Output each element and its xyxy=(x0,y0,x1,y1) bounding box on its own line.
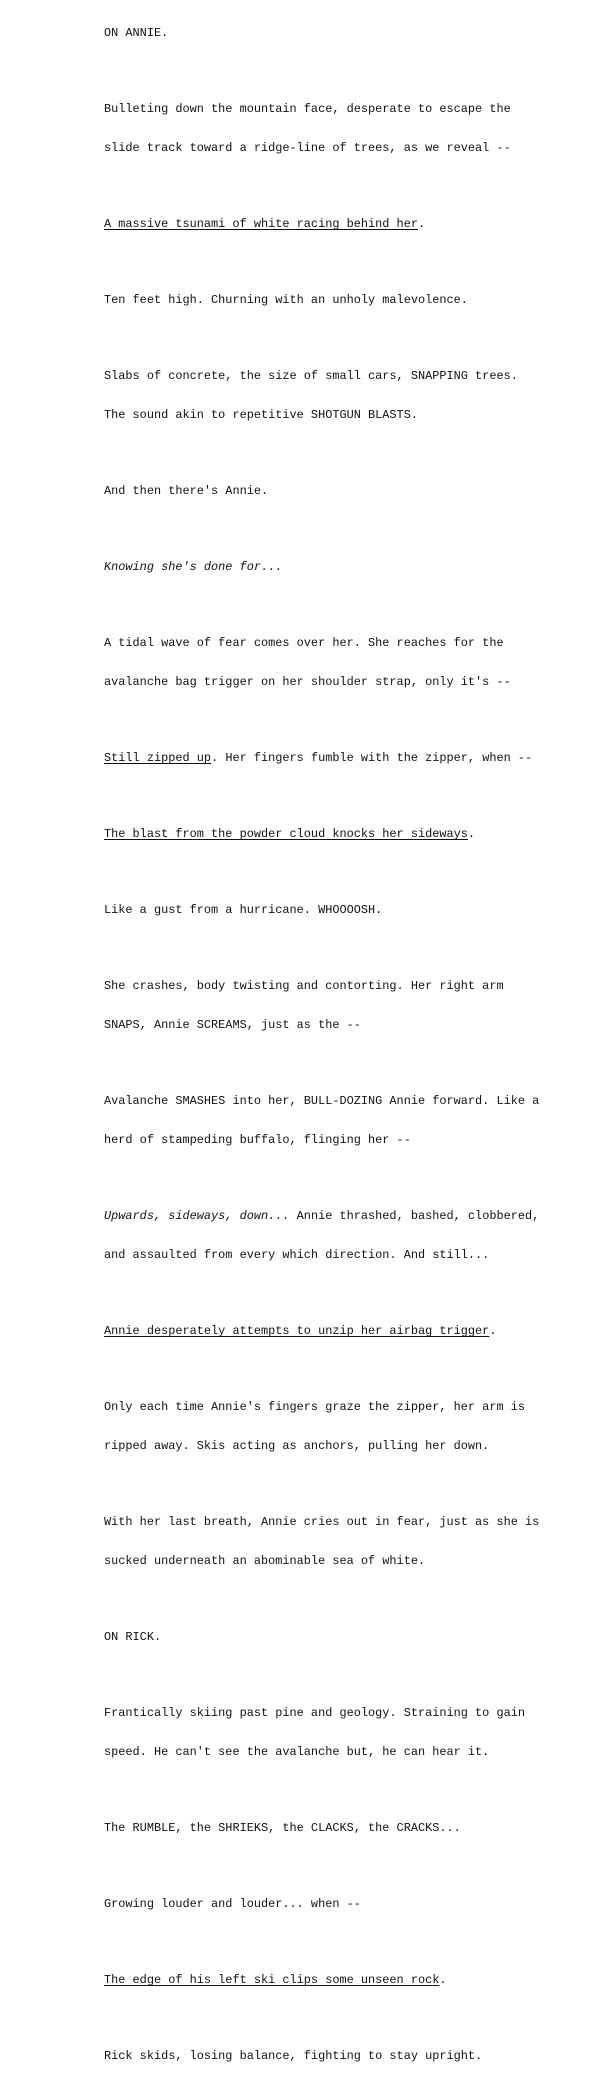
action-paragraph xyxy=(104,2024,584,2089)
script-line: Bulleting down the mountain face, desperate to escape the xyxy=(104,102,511,116)
action-paragraph xyxy=(104,77,584,181)
line-tail: . xyxy=(417,217,426,231)
script-line: With her last breath, Annie cries out in fear, just as she is xyxy=(104,1515,540,1529)
underlined-action xyxy=(104,726,584,791)
script-line: ON RICK. xyxy=(104,1630,162,1644)
action-paragraph xyxy=(104,1796,584,1861)
action-paragraph xyxy=(104,1069,584,1173)
script-line: Like a gust from a hurricane. WHOOOOSH. xyxy=(104,903,383,917)
script-line: and assaulted from every which direction. And still... xyxy=(104,1248,490,1262)
script-line: And then there's Annie. xyxy=(104,484,269,498)
underlined-text: Annie desperately attempts to unzip her airbag trigger xyxy=(104,1324,490,1338)
script-line: ripped away. Skis acting as anchors, pulling her down. xyxy=(104,1439,490,1453)
slugline-on-rick xyxy=(104,1605,584,1670)
script-line: herd of stampeding buffalo, flinging her -- xyxy=(104,1133,411,1147)
script-line xyxy=(104,752,584,765)
script-line: speed. He can't see the avalanche but, he can hear it. xyxy=(104,1745,490,1759)
script-line: Rick skids, losing balance, fighting to stay upright. xyxy=(104,2049,483,2063)
underlined-text: The edge of his left ski clips some unseen rock xyxy=(104,1973,440,1987)
script-line: A tidal wave of fear comes over her. She reaches for the xyxy=(104,636,504,650)
script-line: She crashes, body twisting and contorting. Her right arm xyxy=(104,979,504,993)
italic-text: Upwards, sideways, down... xyxy=(104,1209,290,1223)
action-paragraph xyxy=(104,954,584,1058)
action-paragraph xyxy=(104,1375,584,1479)
action-paragraph xyxy=(104,459,584,524)
underlined-action xyxy=(104,802,584,867)
script-line xyxy=(104,218,584,231)
script-line xyxy=(104,828,584,841)
script-line xyxy=(104,1210,584,1223)
action-paragraph xyxy=(104,1184,584,1288)
action-paragraph xyxy=(104,1872,584,1937)
script-line: The RUMBLE, the SHRIEKS, the CLACKS, the CRACKS... xyxy=(104,1821,461,1835)
script-line: Frantically skiing past pine and geology. Straining to gain xyxy=(104,1706,525,1720)
line-tail: . xyxy=(467,827,476,841)
line-tail: . xyxy=(489,1324,497,1338)
script-line: Knowing she's done for... xyxy=(104,560,283,574)
line-rest: Annie thrashed, bashed, clobbered, xyxy=(289,1209,540,1223)
screenplay-page xyxy=(104,0,584,2089)
underlined-text: The blast from the powder cloud knocks her sideways xyxy=(104,827,468,841)
script-line: Only each time Annie's fingers graze the zipper, her arm is xyxy=(104,1400,525,1414)
underlined-action xyxy=(104,1948,584,2013)
slugline-on-annie xyxy=(104,1,584,66)
line-tail: . xyxy=(439,1973,447,1987)
action-paragraph xyxy=(104,878,584,943)
underlined-action xyxy=(104,192,584,257)
script-line xyxy=(104,1325,584,1338)
script-line: avalanche bag trigger on her shoulder strap, only it's -- xyxy=(104,675,511,689)
script-line: The sound akin to repetitive SHOTGUN BLASTS. xyxy=(104,408,418,422)
action-paragraph xyxy=(104,1681,584,1785)
action-paragraph xyxy=(104,268,584,333)
script-line: Growing louder and louder... when -- xyxy=(104,1897,361,1911)
italic-action xyxy=(104,535,584,600)
action-paragraph xyxy=(104,611,584,715)
script-line: Avalanche SMASHES into her, BULL-DOZING Annie forward. Like a xyxy=(104,1094,540,1108)
script-line: slide track toward a ridge-line of trees, as we reveal -- xyxy=(104,141,511,155)
underlined-text: Still zipped up xyxy=(104,751,212,765)
action-paragraph xyxy=(104,1490,584,1594)
underlined-text: A massive tsunami of white racing behind her xyxy=(104,217,418,231)
underlined-action xyxy=(104,1299,584,1364)
script-line: ON ANNIE. xyxy=(104,26,169,40)
line-tail: . Her fingers fumble with the zipper, when -- xyxy=(211,751,533,765)
action-paragraph xyxy=(104,344,584,448)
script-line: Slabs of concrete, the size of small cars, SNAPPING trees. xyxy=(104,369,518,383)
script-line: sucked underneath an abominable sea of white. xyxy=(104,1554,426,1568)
script-line xyxy=(104,1974,584,1987)
script-line: Ten feet high. Churning with an unholy malevolence. xyxy=(104,293,468,307)
script-line: SNAPS, Annie SCREAMS, just as the -- xyxy=(104,1018,361,1032)
